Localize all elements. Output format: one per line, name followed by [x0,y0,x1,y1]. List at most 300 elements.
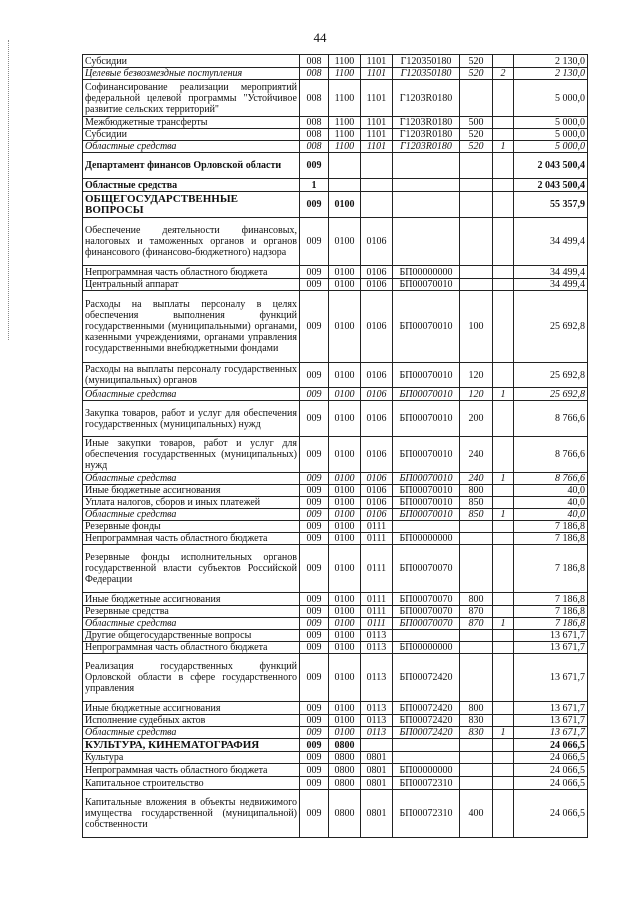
cell-rz: 0100 [329,593,361,606]
cell-sum: 24 066,5 [514,764,588,777]
cell-rz: 0100 [329,473,361,485]
cell-gr: 009 [300,752,329,764]
cell-rz: 1100 [329,117,361,129]
cell-pr: 0106 [361,485,393,497]
cell-name: Непрограммная часть областного бюджета [83,266,300,279]
cell-csr: БП00072310 [393,777,460,790]
table-row [83,117,588,129]
cell-src: 1 [493,141,514,153]
cell-rz: 0100 [329,485,361,497]
cell-src [493,153,514,179]
cell-src [493,363,514,388]
cell-rz: 0100 [329,388,361,401]
table-row [83,291,588,363]
cell-csr: БП00070070 [393,593,460,606]
cell-csr: БП00000000 [393,764,460,777]
table-row [83,55,588,68]
cell-name: Реализация государственных функций Орловской области в сфере государственного управления [83,654,300,702]
cell-src [493,764,514,777]
cell-sum: 34 499,4 [514,279,588,291]
cell-sum: 25 692,8 [514,291,588,363]
cell-csr [393,218,460,266]
cell-name: Резервные фонды исполнительных органов государственной власти субъектов Российской Федерации [83,545,300,593]
table-row [83,485,588,497]
cell-name: Резервные средства [83,606,300,618]
cell-name: Расходы на выплаты персоналу в целях обеспечения выполнения функций государственными (муниципальными) органами, казенными учреждениями, органами управления государственными внебюджетными фондами [83,291,300,363]
cell-sum: 24 066,5 [514,752,588,764]
cell-vr: 850 [460,497,493,509]
cell-csr: БП00072420 [393,702,460,715]
table-row [83,593,588,606]
cell-gr: 009 [300,291,329,363]
cell-rz: 0800 [329,764,361,777]
cell-sum: 24 066,5 [514,777,588,790]
cell-rz: 0100 [329,401,361,437]
cell-rz: 0800 [329,752,361,764]
cell-rz: 0100 [329,630,361,642]
cell-src: 2 [493,68,514,80]
cell-csr [393,521,460,533]
cell-name: Субсидии [83,55,300,68]
cell-vr [460,266,493,279]
cell-name: Уплата налогов, сборов и иных платежей [83,497,300,509]
cell-name: Резервные фонды [83,521,300,533]
cell-rz: 1100 [329,55,361,68]
cell-pr: 0106 [361,401,393,437]
cell-gr: 009 [300,153,329,179]
cell-gr: 009 [300,764,329,777]
cell-src [493,593,514,606]
cell-src [493,55,514,68]
table-row [83,533,588,545]
cell-name: Департамент финансов Орловской области [83,153,300,179]
cell-sum: 5 000,0 [514,141,588,153]
cell-gr: 009 [300,497,329,509]
cell-vr: 830 [460,727,493,739]
cell-rz: 0100 [329,266,361,279]
cell-csr: БП00070010 [393,437,460,473]
cell-name: Расходы на выплаты персоналу государственных (муниципальных) органов [83,363,300,388]
cell-gr: 009 [300,521,329,533]
cell-src [493,606,514,618]
cell-src [493,497,514,509]
cell-vr [460,545,493,593]
cell-src [493,545,514,593]
cell-name: Культура [83,752,300,764]
cell-vr: 240 [460,473,493,485]
cell-pr: 0113 [361,654,393,702]
cell-name: Иные бюджетные ассигнования [83,702,300,715]
table-row [83,192,588,218]
cell-name: Иные бюджетные ассигнования [83,485,300,497]
cell-vr: 400 [460,790,493,838]
cell-name: Межбюджетные трансферты [83,117,300,129]
cell-vr: 520 [460,55,493,68]
cell-vr: 830 [460,715,493,727]
cell-src [493,117,514,129]
table-row [83,218,588,266]
cell-gr: 009 [300,279,329,291]
cell-csr [393,179,460,192]
table-row [83,509,588,521]
cell-name: Субсидии [83,129,300,141]
cell-rz: 0100 [329,606,361,618]
cell-pr [361,153,393,179]
cell-csr: Г1203R0180 [393,129,460,141]
cell-rz: 0100 [329,654,361,702]
cell-vr [460,279,493,291]
cell-rz: 0100 [329,192,361,218]
table-row [83,80,588,117]
cell-src [493,192,514,218]
cell-rz: 0800 [329,777,361,790]
cell-pr: 0106 [361,497,393,509]
cell-vr: 800 [460,593,493,606]
cell-sum: 2 043 500,4 [514,179,588,192]
cell-src: 1 [493,727,514,739]
cell-sum: 13 671,7 [514,715,588,727]
table-row [83,179,588,192]
cell-rz: 0100 [329,218,361,266]
cell-name: Иные бюджетные ассигнования [83,593,300,606]
cell-vr: 800 [460,485,493,497]
cell-csr: БП00070010 [393,485,460,497]
cell-vr [460,777,493,790]
table-row [83,68,588,80]
cell-rz: 0100 [329,291,361,363]
cell-vr [460,752,493,764]
cell-csr: Г1203R0180 [393,117,460,129]
cell-csr: БП00072420 [393,715,460,727]
table-row [83,715,588,727]
cell-gr: 009 [300,790,329,838]
table-row [83,727,588,739]
cell-vr: 520 [460,68,493,80]
cell-sum: 7 186,8 [514,545,588,593]
cell-src [493,437,514,473]
cell-gr: 009 [300,473,329,485]
cell-sum: 34 499,4 [514,266,588,279]
cell-pr: 0106 [361,388,393,401]
cell-src [493,790,514,838]
cell-vr: 100 [460,291,493,363]
cell-name: Капитальное строительство [83,777,300,790]
cell-sum: 7 186,8 [514,593,588,606]
cell-pr: 1101 [361,129,393,141]
cell-gr: 009 [300,727,329,739]
cell-name: Непрограммная часть областного бюджета [83,533,300,545]
cell-sum: 7 186,8 [514,533,588,545]
cell-vr [460,630,493,642]
table-row [83,545,588,593]
cell-rz: 0100 [329,279,361,291]
cell-gr: 009 [300,777,329,790]
cell-vr: 800 [460,702,493,715]
cell-name: Центральный аппарат [83,279,300,291]
cell-vr: 200 [460,401,493,437]
table-row [83,129,588,141]
cell-src [493,291,514,363]
cell-gr: 008 [300,141,329,153]
cell-gr: 009 [300,509,329,521]
cell-sum: 5 000,0 [514,117,588,129]
cell-rz: 0100 [329,715,361,727]
cell-gr: 009 [300,218,329,266]
cell-src: 1 [493,618,514,630]
cell-rz: 0100 [329,363,361,388]
cell-name: Областные средства [83,509,300,521]
cell-src [493,485,514,497]
cell-pr: 0111 [361,618,393,630]
cell-src [493,80,514,117]
cell-pr [361,192,393,218]
cell-name: Областные средства [83,141,300,153]
cell-csr: Г120350180 [393,55,460,68]
cell-pr: 0801 [361,777,393,790]
cell-csr [393,630,460,642]
cell-sum: 7 186,8 [514,606,588,618]
cell-vr: 870 [460,606,493,618]
cell-pr: 1101 [361,80,393,117]
cell-src [493,630,514,642]
cell-rz: 0100 [329,642,361,654]
cell-gr: 008 [300,129,329,141]
cell-vr: 870 [460,618,493,630]
cell-name: ОБЩЕГОСУДАРСТВЕННЫЕ ВОПРОСЫ [83,192,300,218]
table-row [83,630,588,642]
table-row [83,401,588,437]
cell-gr: 009 [300,485,329,497]
table-row [83,764,588,777]
cell-rz: 0100 [329,521,361,533]
cell-gr: 009 [300,642,329,654]
cell-src [493,533,514,545]
cell-sum: 34 499,4 [514,218,588,266]
cell-sum: 2 043 500,4 [514,153,588,179]
cell-src [493,401,514,437]
cell-gr: 009 [300,363,329,388]
table-row [83,654,588,702]
cell-pr [361,179,393,192]
cell-gr: 008 [300,117,329,129]
cell-name: КУЛЬТУРА, КИНЕМАТОГРАФИЯ [83,739,300,752]
cell-pr: 1101 [361,117,393,129]
cell-src [493,715,514,727]
cell-pr: 0111 [361,593,393,606]
cell-rz: 0100 [329,702,361,715]
cell-name: Исполнение судебных актов [83,715,300,727]
cell-src: 1 [493,473,514,485]
cell-csr: БП00070070 [393,545,460,593]
cell-name: Другие общегосударственные вопросы [83,630,300,642]
cell-gr: 009 [300,618,329,630]
cell-sum: 13 671,7 [514,630,588,642]
cell-sum: 13 671,7 [514,727,588,739]
cell-sum: 25 692,8 [514,388,588,401]
cell-pr: 0106 [361,266,393,279]
cell-vr [460,179,493,192]
cell-sum: 25 692,8 [514,363,588,388]
cell-gr: 008 [300,55,329,68]
cell-pr: 1101 [361,141,393,153]
table-row [83,437,588,473]
cell-pr: 0106 [361,218,393,266]
cell-csr: БП00072420 [393,654,460,702]
cell-pr: 1101 [361,55,393,68]
table-row [83,266,588,279]
cell-src [493,218,514,266]
cell-csr: БП00000000 [393,266,460,279]
cell-vr: 850 [460,509,493,521]
table-row [83,642,588,654]
cell-src [493,266,514,279]
cell-name: Капитальные вложения в объекты недвижимого имущества государственной (муниципальной) собственности [83,790,300,838]
cell-rz [329,153,361,179]
table-row [83,473,588,485]
cell-vr [460,218,493,266]
table-row [83,752,588,764]
cell-csr: БП00070070 [393,606,460,618]
table-row [83,790,588,838]
cell-src [493,739,514,752]
cell-rz: 0100 [329,545,361,593]
cell-rz: 1100 [329,68,361,80]
cell-vr: 500 [460,117,493,129]
cell-csr: БП00070010 [393,388,460,401]
page-number: 44 [313,30,327,45]
cell-pr: 0801 [361,764,393,777]
cell-csr: БП00000000 [393,642,460,654]
cell-sum: 2 130,0 [514,55,588,68]
cell-gr: 008 [300,68,329,80]
cell-gr: 009 [300,715,329,727]
cell-csr [393,153,460,179]
cell-vr [460,192,493,218]
cell-src [493,654,514,702]
cell-src [493,279,514,291]
cell-rz: 1100 [329,80,361,117]
cell-csr: БП00070070 [393,618,460,630]
cell-rz: 0100 [329,437,361,473]
cell-src [493,129,514,141]
cell-gr: 009 [300,388,329,401]
cell-csr [393,752,460,764]
cell-vr: 120 [460,388,493,401]
cell-pr [361,739,393,752]
cell-pr: 0113 [361,727,393,739]
cell-vr [460,521,493,533]
cell-rz: 0800 [329,739,361,752]
cell-csr: Г1203R0180 [393,141,460,153]
cell-sum: 5 000,0 [514,80,588,117]
margin-dotted-line [8,40,10,340]
cell-pr: 0106 [361,279,393,291]
cell-src [493,777,514,790]
cell-csr: БП00000000 [393,533,460,545]
cell-pr: 1101 [361,68,393,80]
cell-vr [460,642,493,654]
table-row [83,777,588,790]
budget-table [82,54,588,838]
cell-name: Областные средства [83,473,300,485]
budget-table-body [83,55,588,838]
cell-sum: 40,0 [514,497,588,509]
cell-src: 1 [493,388,514,401]
cell-gr: 009 [300,739,329,752]
cell-name: Закупка товаров, работ и услуг для обеспечения государственных (муниципальных) нужд [83,401,300,437]
cell-pr: 0111 [361,521,393,533]
cell-vr [460,739,493,752]
cell-sum: 40,0 [514,509,588,521]
cell-rz: 0100 [329,509,361,521]
cell-csr: БП00072310 [393,790,460,838]
cell-name: Софинансирование реализации мероприятий федеральной целевой программы "Устойчивое развитие сельских территорий" [83,80,300,117]
cell-name: Областные средства [83,727,300,739]
cell-vr [460,153,493,179]
cell-gr: 009 [300,606,329,618]
cell-sum: 40,0 [514,485,588,497]
cell-vr: 520 [460,141,493,153]
cell-sum: 5 000,0 [514,129,588,141]
cell-vr: 240 [460,437,493,473]
cell-sum: 2 130,0 [514,68,588,80]
table-row [83,618,588,630]
cell-pr: 0801 [361,790,393,838]
cell-sum: 13 671,7 [514,654,588,702]
cell-rz: 1100 [329,129,361,141]
cell-rz: 0100 [329,533,361,545]
cell-pr: 0106 [361,509,393,521]
table-row [83,521,588,533]
cell-sum: 24 066,5 [514,739,588,752]
table-row [83,497,588,509]
cell-sum: 8 766,6 [514,473,588,485]
cell-rz: 1100 [329,141,361,153]
cell-rz [329,179,361,192]
cell-vr: 520 [460,129,493,141]
cell-name: Непрограммная часть областного бюджета [83,642,300,654]
cell-pr: 0106 [361,291,393,363]
cell-gr: 009 [300,630,329,642]
cell-csr: БП00072420 [393,727,460,739]
cell-vr: 120 [460,363,493,388]
cell-csr: Г120350180 [393,68,460,80]
cell-name: Обеспечение деятельности финансовых, налоговых и таможенных органов и органов финансового (финансово-бюджетного) надзора [83,218,300,266]
cell-rz: 0100 [329,727,361,739]
table-row [83,739,588,752]
cell-csr: БП00070010 [393,291,460,363]
cell-pr: 0111 [361,545,393,593]
cell-sum: 55 357,9 [514,192,588,218]
cell-name: Областные средства [83,179,300,192]
cell-pr: 0113 [361,715,393,727]
cell-pr: 0113 [361,630,393,642]
cell-vr [460,654,493,702]
cell-pr: 0113 [361,702,393,715]
table-row [83,388,588,401]
cell-gr: 009 [300,192,329,218]
cell-name: Областные средства [83,618,300,630]
cell-pr: 0111 [361,606,393,618]
cell-gr: 009 [300,702,329,715]
table-row [83,606,588,618]
cell-sum: 24 066,5 [514,790,588,838]
table-row [83,702,588,715]
cell-csr: БП00070010 [393,473,460,485]
cell-gr: 1 [300,179,329,192]
cell-pr: 0113 [361,642,393,654]
cell-vr [460,764,493,777]
